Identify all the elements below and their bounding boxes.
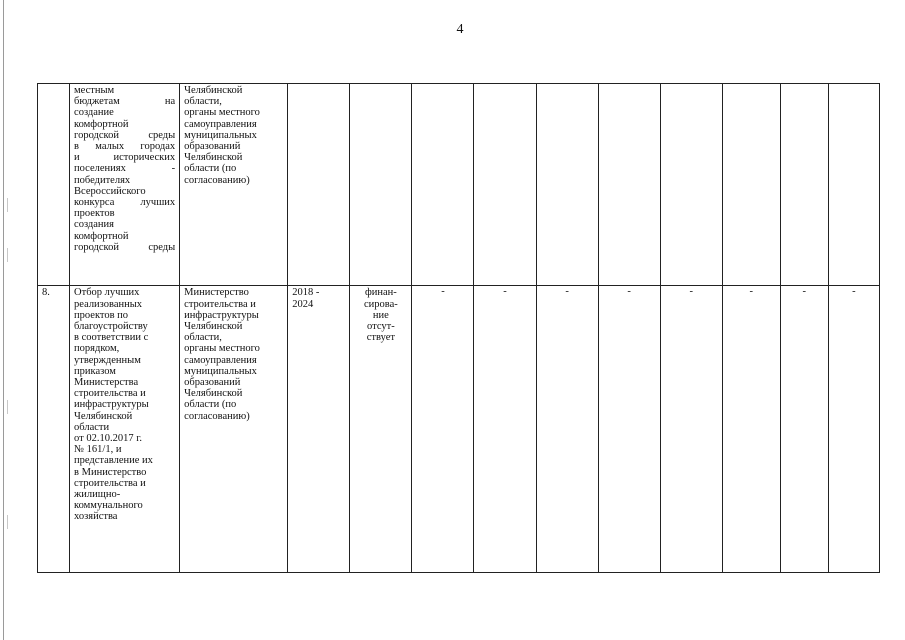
value-cell	[722, 84, 780, 286]
row-number-cell: 8.	[38, 286, 70, 573]
program-activities-table	[37, 83, 880, 573]
event-name-cell: местным бюджетам на создание комфортной городской среды в малых городах и исторических поселениях - победителях Всероссийского конкурса лучших проектов создания комфортной городской среды	[70, 84, 180, 286]
value-cell: -	[598, 286, 660, 573]
scan-margin-mark	[7, 515, 8, 529]
value-cell	[598, 84, 660, 286]
scan-left-edge-line	[3, 0, 4, 640]
funding-source-cell	[350, 84, 412, 286]
table-row	[38, 286, 880, 573]
value-cell: -	[660, 286, 722, 573]
period-cell	[288, 84, 350, 286]
page-number: 4	[456, 22, 464, 37]
event-name-cell: Отбор лучших реализованных проектов по благоустройству в соответствии с порядком, утвержденным приказом Министерства строительства и инфраструктуры Челябинской области от 02.10.2017 г. № 161/1, и представление их в Министерство строительства и жилищно- коммунального хозяйства	[70, 286, 180, 573]
executor-cell: Челябинской области, органы местного самоуправления муниципальных образований Челябинской области (по согласованию)	[180, 84, 288, 286]
value-cell: -	[474, 286, 536, 573]
table-row	[38, 84, 880, 286]
value-cell	[474, 84, 536, 286]
period-cell: 2018 - 2024	[288, 286, 350, 573]
value-cell: -	[722, 286, 780, 573]
value-cell: -	[828, 286, 879, 573]
scan-margin-mark	[7, 198, 8, 212]
value-cell	[536, 84, 598, 286]
value-cell: -	[780, 286, 828, 573]
value-cell	[660, 84, 722, 286]
value-cell	[412, 84, 474, 286]
row-number-cell	[38, 84, 70, 286]
value-cell	[780, 84, 828, 286]
scan-margin-mark	[7, 248, 8, 262]
value-cell	[828, 84, 879, 286]
executor-cell: Министерство строительства и инфраструктуры Челябинской области, органы местного самоуправления муниципальных образований Челябинской области (по согласованию)	[180, 286, 288, 573]
scan-margin-mark	[7, 400, 8, 414]
value-cell: -	[412, 286, 474, 573]
value-cell: -	[536, 286, 598, 573]
funding-source-cell: финан- сирова- ние отсут- ствует	[350, 286, 412, 573]
